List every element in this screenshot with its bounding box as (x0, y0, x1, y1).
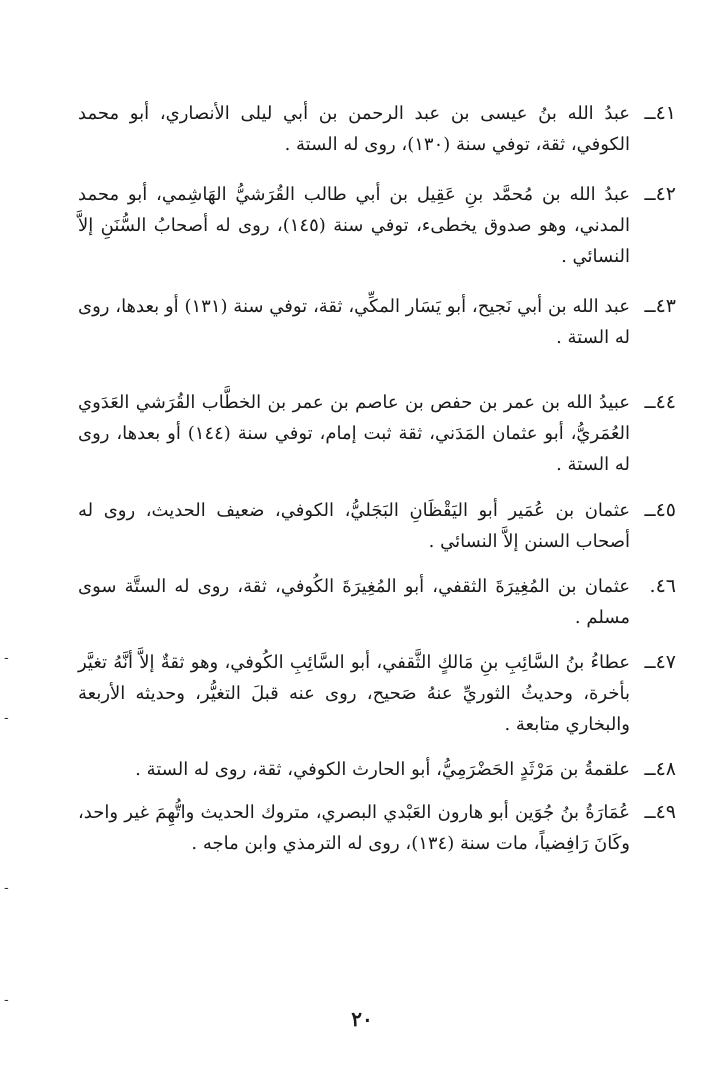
entry-text: عثمان بن عُمَير أبو اليَقْظَانِ البَجَليُّ، الكوفي، ضعيف الحديث، روى له أصحاب السنن إلاَّ النسائي . (78, 500, 630, 552)
entry-number: ٤٧ــ (644, 651, 676, 673)
entry-49 (78, 797, 676, 859)
entry-43 (78, 291, 676, 353)
entry-text: عبدُ الله بن مُحمَّد بنِ عَقِيل بن أبي طالب القُرَشيُّ الهَاشِمي، أبو محمد المدني، وهو صدوق يخطىء، توفي سنة (١٤٥)، روى له أصحابُ السُّنَنِ إلاَّ النسائي . (78, 184, 631, 267)
page-number: ٢٠ (351, 1007, 373, 1031)
entry-text: عثمان بن المُغِيرَةَ الثقفي، أبو المُغِيرَةَ الكُوفي، ثقة، روى له الستَّة سوى مسلم . (78, 576, 630, 628)
entry-text: علقمةُ بن مَرْثَدٍ الحَضْرَمِيُّ، أبو الحارث الكوفي، ثقة، روى له الستة . (135, 759, 630, 780)
entry-41 (78, 98, 676, 160)
scan-mark: - (4, 880, 9, 896)
entry-46 (78, 571, 676, 633)
entry-44 (78, 387, 676, 480)
entry-number: ٤٦. (649, 575, 676, 597)
entry-number: ٤٩ــ (644, 801, 676, 823)
entry-number: ٤٢ــ (644, 183, 676, 205)
entry-number: ٤٣ــ (644, 295, 676, 317)
entry-number: ٤١ــ (644, 102, 676, 124)
entry-text: عطاءُ بنُ السَّائِبِ بنِ مَالكٍ الثَّقفي، أبو السَّائِبِ الكُوفي، وهو ثقةٌ إلاَّ أنَّهُ تغيَّر بأخرة، وحديثُ الثوريِّ عنهُ صَحيح، روى عنه قبلَ التغيُّر، وحديثه الأربعة والبخاري متابعة . (78, 652, 630, 735)
entry-45 (78, 495, 676, 557)
entry-42 (78, 179, 676, 272)
entry-number: ٤٥ــ (644, 499, 676, 521)
scan-mark: - (4, 650, 9, 666)
scan-mark: - (4, 992, 9, 1008)
scan-mark: - (4, 710, 9, 726)
entry-48 (78, 754, 676, 785)
entry-text: عبدُ الله بنُ عيسى بن عبد الرحمن بن أبي ليلى الأنصاري، أبو محمد الكوفي، ثقة، توفي سنة (١٣٠)، روى له الستة . (78, 103, 630, 155)
page-body (78, 98, 676, 859)
entry-text: عبيدُ الله بن عمر بن حفص بن عاصم بن عمر بن الخطَّاب القُرَشي العَدَوي العُمَريُّ، أبو عثمان المَدَني، ثقة ثبت إمام، توفي سنة (١٤٤) أو بعدها، روى له الستة . (78, 392, 630, 475)
entry-number: ٤٨ــ (644, 758, 676, 780)
entry-text: عُمَارَةُ بنُ جُوَين أبو هارون العَبْدي البصري، متروك الحديث واتُّهِمَ غير واحد، وكَانَ رَافِضياً، مات سنة (١٣٤)، روى له الترمذي وابن ماجه . (78, 802, 630, 854)
entry-47 (78, 647, 676, 740)
entry-number: ٤٤ــ (644, 391, 676, 413)
entry-text: عبد الله بن أبي نَجيح، أبو يَسَار المكِّي، ثقة، توفي سنة (١٣١) أو بعدها، روى له الستة . (78, 296, 630, 348)
